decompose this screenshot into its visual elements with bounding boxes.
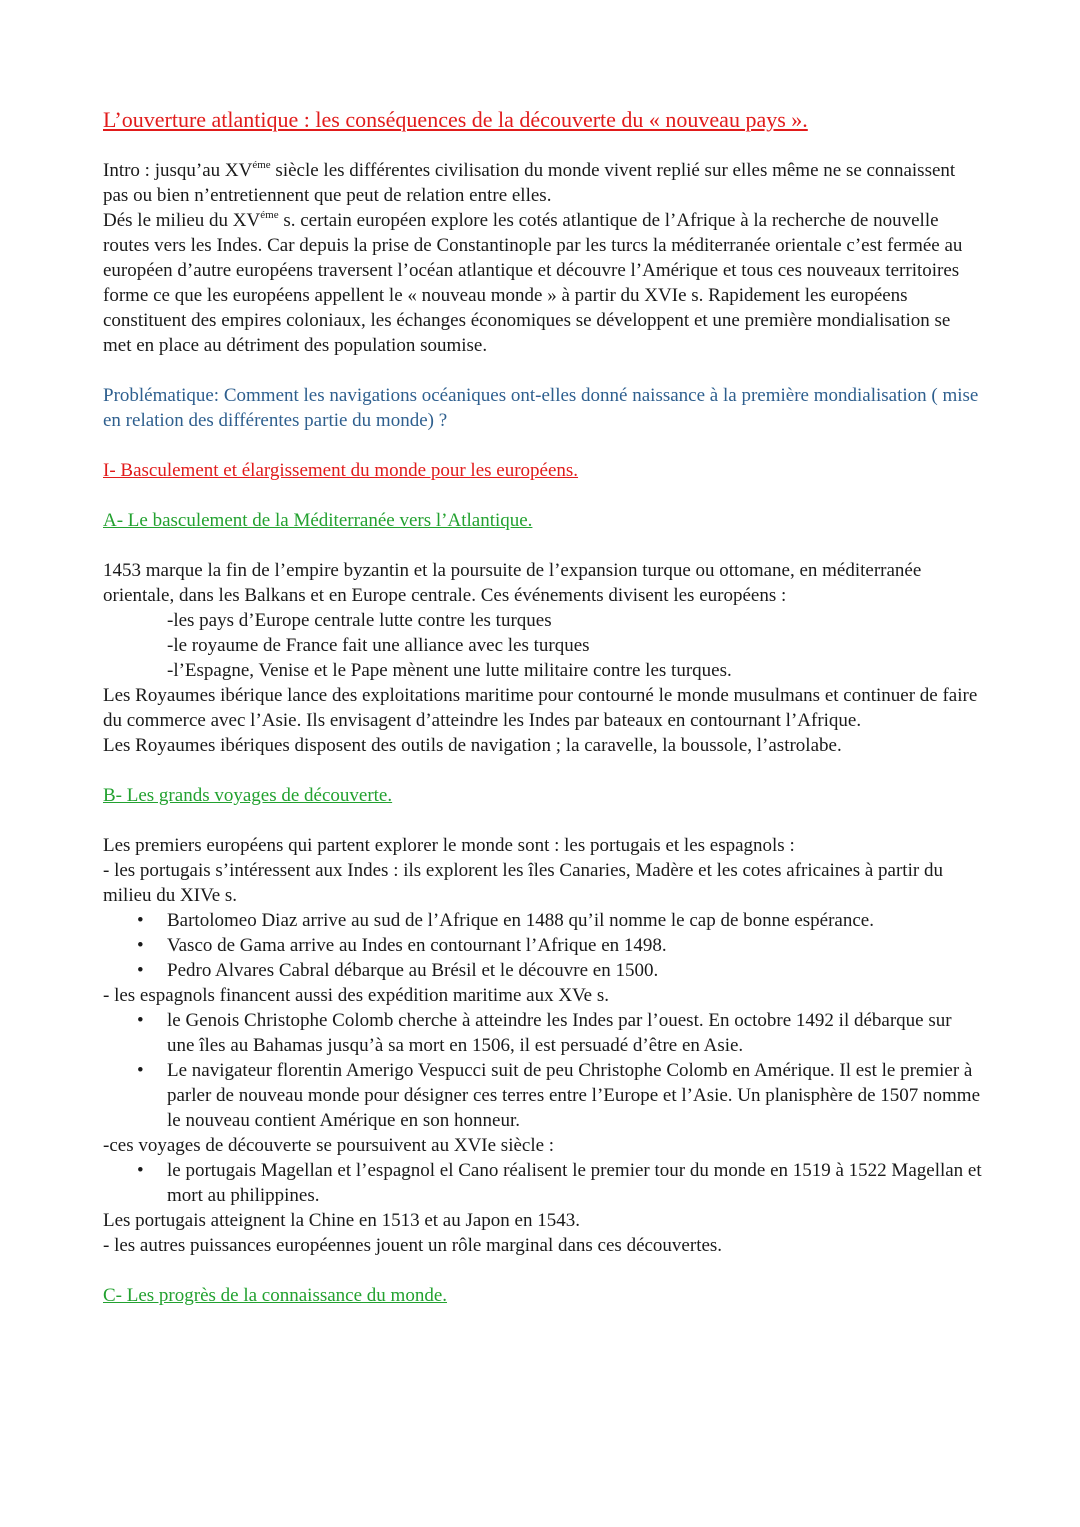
list-item: • Vasco de Gama arrive au Indes en contournant l’Afrique en 1498. [167,933,983,958]
list-item: • le portugais Magellan et l’espagnol el Cano réalisent le premier tour du monde en 1519 à 1522 Magellan et mort au philippines. [167,1158,983,1208]
portugais-list [103,908,983,983]
intro-paragraph-1 [103,158,983,208]
section-a-paragraph-1: 1453 marque la fin de l’empire byzantin et la poursuite de l’expansion turque ou ottomane, en méditerranée orientale, dans les Balkans et en Europe centrale. Ces événements divisent les européens : [103,560,922,606]
problematique: Problématique: Comment les navigations océaniques ont-elles donné naissance à la première mondialisation ( mise en relation des différentes partie du monde) ? [103,385,979,431]
document-content [103,106,983,1308]
section-b-heading: B- Les grands voyages de découverte. [103,785,393,806]
section-a-item: -l’Espagne, Venise et le Pape mènent une lutte militaire contre les turques. [167,660,732,681]
voyages-list [103,1158,983,1208]
section-1-heading: I- Basculement et élargissement du monde pour les européens. [103,460,579,481]
espagnols-list [103,1008,983,1133]
intro-text: s. certain européen explore les cotés atlantique de l’Afrique à la recherche de nouvelle routes vers les Indes. Car depuis la prise de Constantinople par les turcs la méditerranée orientale c’est fermée au européen d’autre européens traversent l’océan atlantique et découvre l’Amérique et tous ces nouveaux territoires forme ce que les européens appellent le « nouveau monde » à partir du XVIe s. Rapidement les européens constituent des empires coloniaux, les échanges économiques se développent et une première mondialisation se met en place au détriment des population soumise. [103,210,963,356]
intro-text: Intro : jusqu’au XV [103,160,253,181]
section-a-heading: A- Le basculement de la Méditerranée vers l’Atlantique. [103,510,533,531]
intro-text: Dés le milieu du XV [103,210,261,231]
section-a-item: -le royaume de France fait une alliance avec les turques [167,635,590,656]
section-b-paragraph-1: Les premiers européens qui partent explorer le monde sont : les portugais et les espagnols : [103,835,795,856]
list-item: • Bartolomeo Diaz arrive au sud de l’Afrique en 1488 qu’il nomme le cap de bonne espérance. [167,908,983,933]
section-b-paragraph-autres: - les autres puissances européennes jouent un rôle marginal dans ces découvertes. [103,1235,723,1256]
section-a-paragraph-2: Les Royaumes ibérique lance des exploitations maritime pour contourné le monde musulmans et continuer de faire du commerce avec l’Asie. Ils envisagent d’atteindre les Indes par bateaux en contournant l’Afrique. [103,685,978,731]
intro-paragraph-2 [103,208,983,358]
intro-text: siècle les différentes civilisation du monde vivent replié sur elles même ne se connaissent pas ou bien n’entretiennent que peut de relation entre elles. [103,160,956,206]
section-a-item: -les pays d’Europe centrale lutte contre les turques [167,610,552,631]
superscript: éme [260,209,279,221]
document-title: L’ouverture atlantique : les conséquences de la découverte du « nouveau pays ». [103,107,808,132]
espagnols-intro: - les espagnols financent aussi des expédition maritime aux XVe s. [103,985,610,1006]
list-item: • Le navigateur florentin Amerigo Vespucci suit de peu Christophe Colomb en Amérique. Il est le premier à parler de nouveau monde pour désigner ces terres entre l’Europe et l’Asie. Un planisphère de 1507 nomme le nouveau contient Amérique en son honneur. [167,1058,983,1133]
section-a-paragraph-3: Les Royaumes ibériques disposent des outils de navigation ; la caravelle, la boussole, l’astrolabe. [103,735,842,756]
superscript: éme [252,159,271,171]
voyages-intro: -ces voyages de découverte se poursuivent au XVIe siècle : [103,1135,555,1156]
list-item: • le Genois Christophe Colomb cherche à atteindre les Indes par l’ouest. En octobre 1492 il débarque sur une îles au Bahamas jusqu’à sa mort en 1506, il est persuadé d’être en Asie. [167,1008,983,1058]
section-b-paragraph-chine: Les portugais atteignent la Chine en 1513 et au Japon en 1543. [103,1210,580,1231]
section-c-heading: C- Les progrès de la connaissance du monde. [103,1285,448,1306]
portugais-intro: - les portugais s’intéressent aux Indes : ils explorent les îles Canaries, Madère et les cotes africaines à partir du milieu du XIVe s. [103,860,943,906]
list-item: • Pedro Alvares Cabral débarque au Brésil et le découvre en 1500. [167,958,983,983]
